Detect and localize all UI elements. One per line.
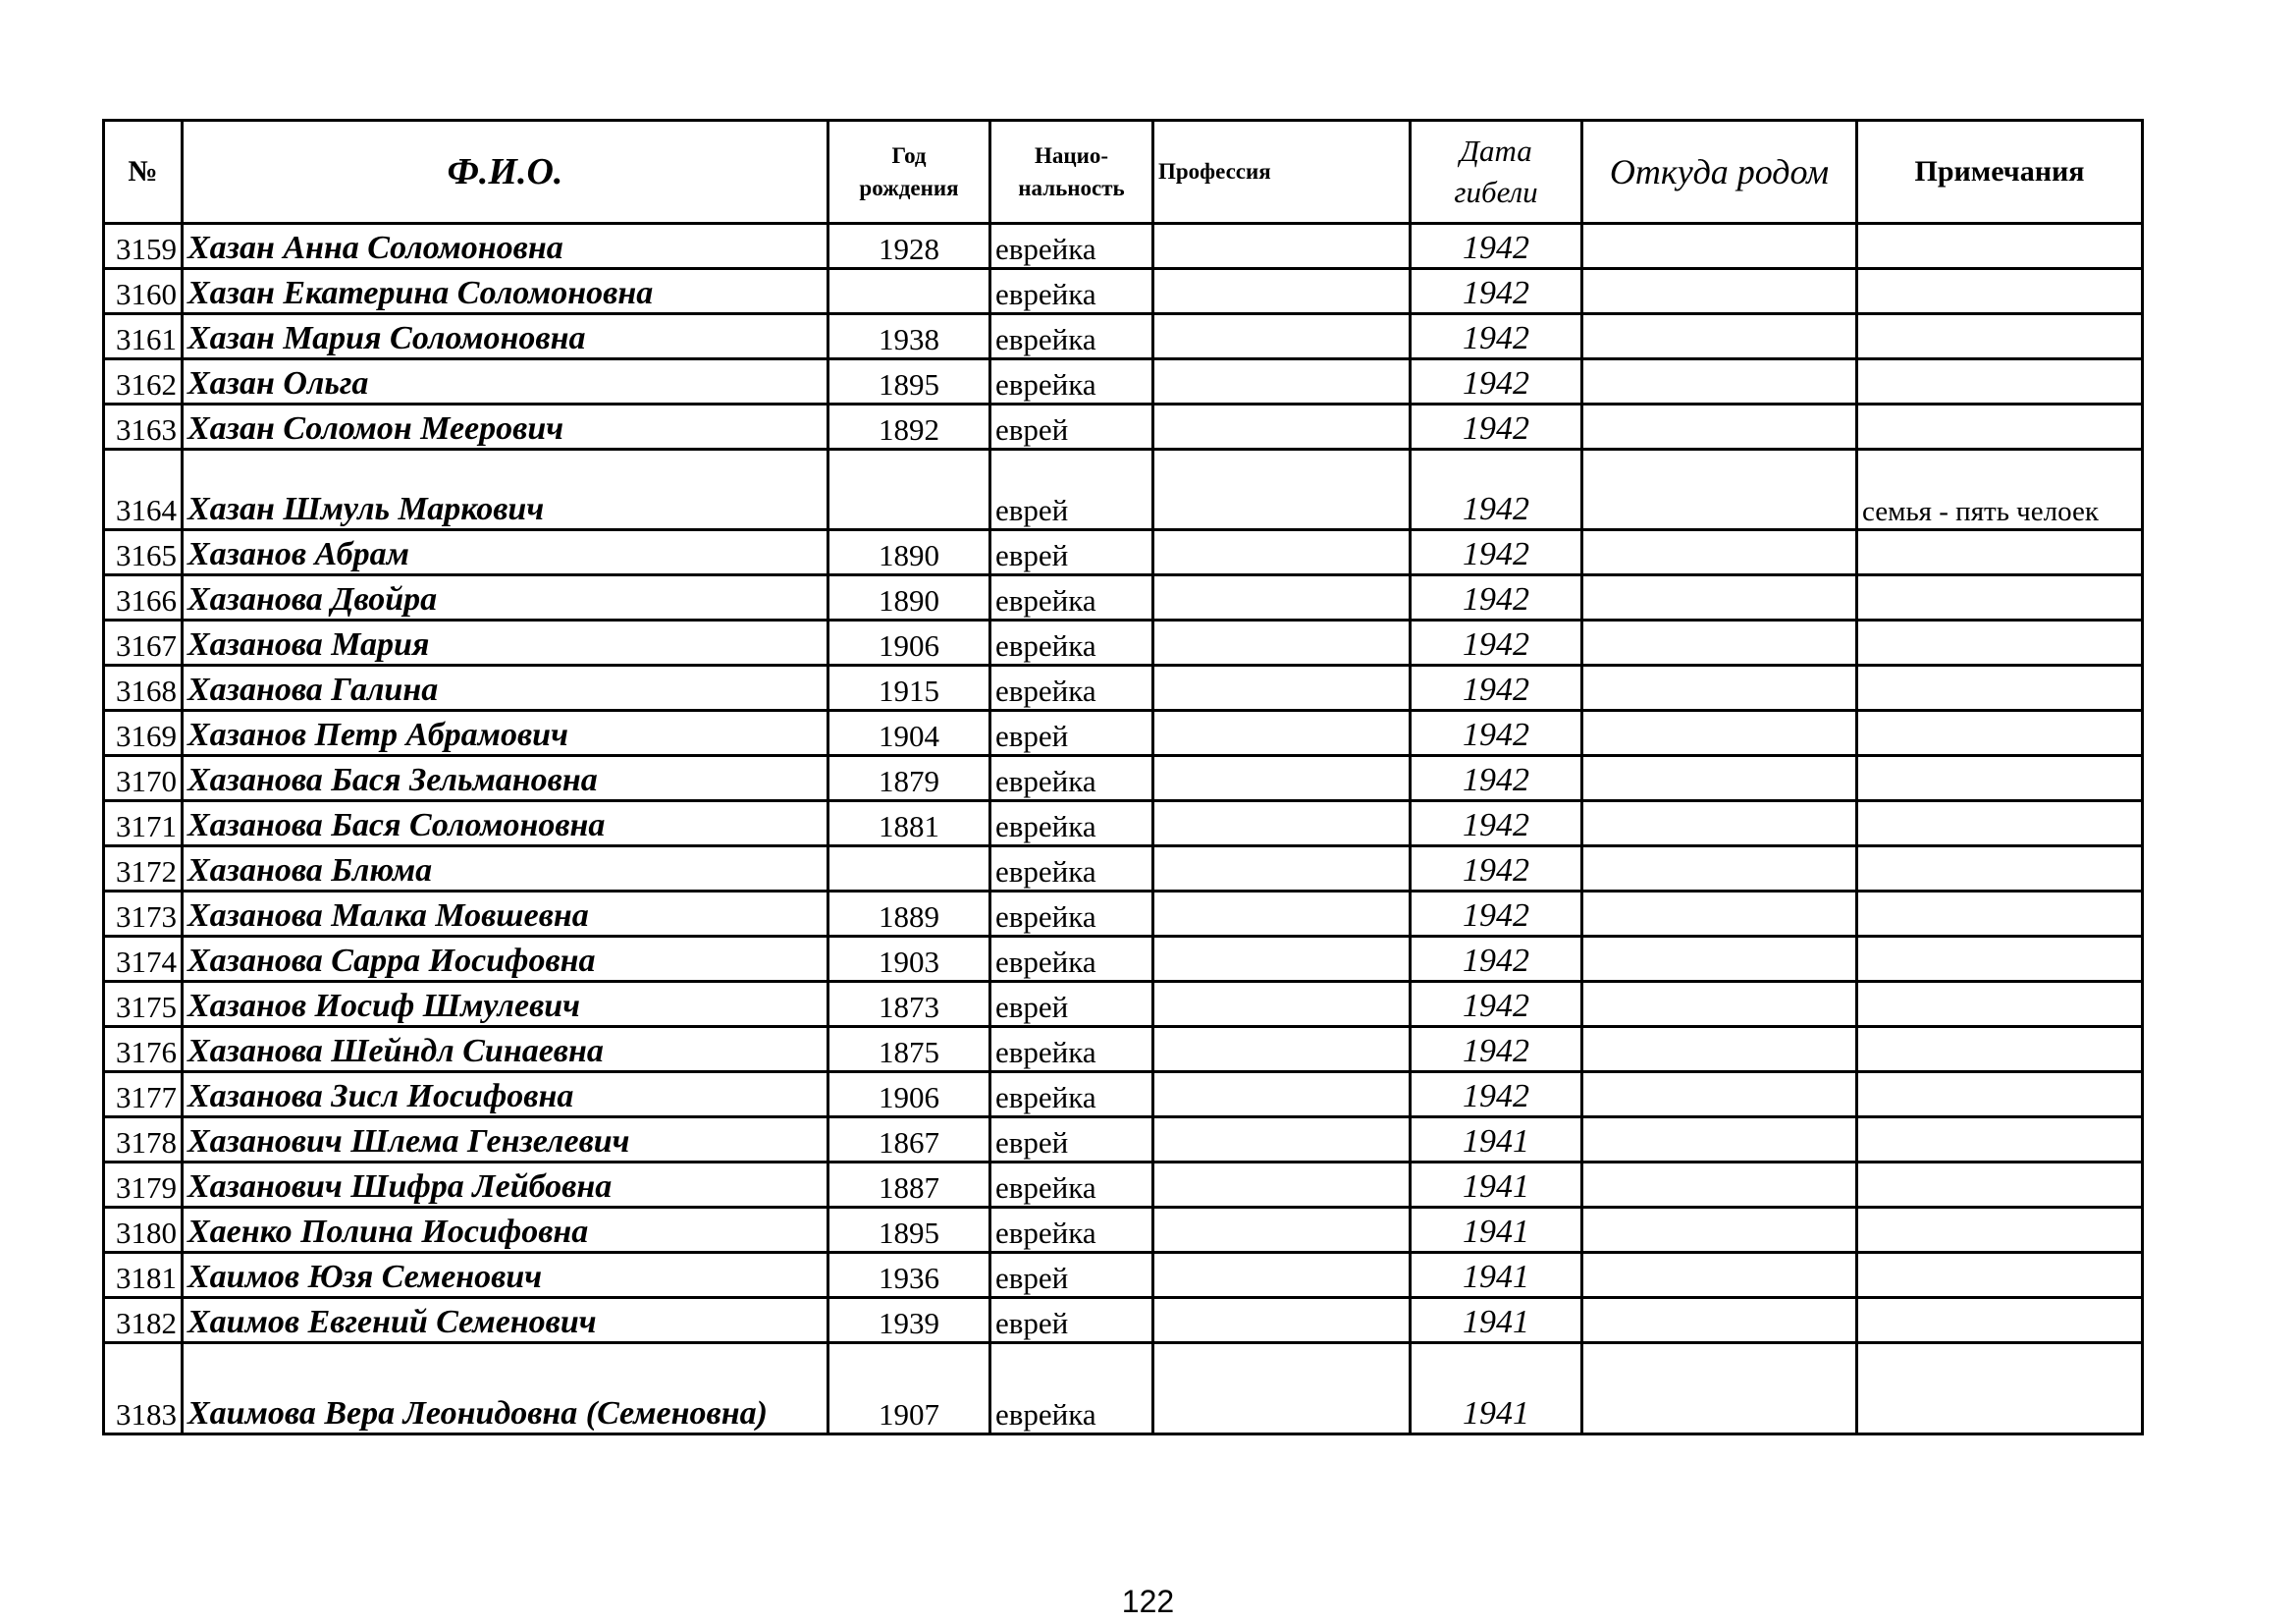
table-row — [104, 801, 2143, 846]
table-body — [104, 224, 2143, 1434]
cell-birth-year: 1928 — [828, 224, 990, 269]
header-profession: Профессия — [1153, 121, 1411, 224]
cell-birth-year: 1890 — [828, 575, 990, 621]
cell-origin — [1582, 982, 1857, 1027]
cell-nationality: еврей — [990, 1117, 1153, 1163]
cell-note — [1857, 1027, 2143, 1072]
cell-full-name: Хазан Екатерина Соломоновна — [183, 269, 828, 314]
cell-origin — [1582, 892, 1857, 937]
cell-origin — [1582, 1208, 1857, 1253]
cell-origin — [1582, 450, 1857, 530]
cell-death-date: 1942 — [1411, 450, 1582, 530]
cell-birth-year: 1904 — [828, 711, 990, 756]
cell-nationality: еврейка — [990, 892, 1153, 937]
cell-profession — [1153, 801, 1411, 846]
cell-profession — [1153, 621, 1411, 666]
cell-profession — [1153, 450, 1411, 530]
cell-profession — [1153, 269, 1411, 314]
cell-birth-year — [828, 846, 990, 892]
cell-note — [1857, 1117, 2143, 1163]
cell-nationality: еврейка — [990, 314, 1153, 359]
cell-note — [1857, 314, 2143, 359]
cell-full-name: Хазан Мария Соломоновна — [183, 314, 828, 359]
cell-birth-year: 1867 — [828, 1117, 990, 1163]
cell-birth-year: 1939 — [828, 1298, 990, 1343]
cell-origin — [1582, 801, 1857, 846]
cell-birth-year: 1906 — [828, 621, 990, 666]
cell-profession — [1153, 575, 1411, 621]
cell-death-date: 1942 — [1411, 269, 1582, 314]
cell-death-date: 1942 — [1411, 1027, 1582, 1072]
table-row — [104, 224, 2143, 269]
cell-origin — [1582, 1163, 1857, 1208]
cell-note — [1857, 224, 2143, 269]
cell-full-name: Хазанова Бася Зельмановна — [183, 756, 828, 801]
cell-full-name: Хазан Ольга — [183, 359, 828, 405]
cell-row-number: 3172 — [104, 846, 183, 892]
cell-origin — [1582, 530, 1857, 575]
cell-note — [1857, 892, 2143, 937]
cell-birth-year: 1881 — [828, 801, 990, 846]
header-full-name: Ф.И.О. — [183, 121, 828, 224]
cell-note — [1857, 1072, 2143, 1117]
cell-row-number: 3164 — [104, 450, 183, 530]
cell-full-name: Хазанова Двойра — [183, 575, 828, 621]
header-death-date-line2: гибели — [1454, 175, 1538, 209]
cell-row-number: 3181 — [104, 1253, 183, 1298]
cell-nationality: еврей — [990, 530, 1153, 575]
cell-full-name: Хаимова Вера Леонидовна (Семеновна) — [183, 1343, 828, 1434]
cell-profession — [1153, 982, 1411, 1027]
cell-full-name: Хазанова Зисл Иосифовна — [183, 1072, 828, 1117]
cell-birth-year: 1906 — [828, 1072, 990, 1117]
table-row — [104, 1163, 2143, 1208]
cell-note — [1857, 575, 2143, 621]
cell-nationality: еврейка — [990, 1343, 1153, 1434]
cell-row-number: 3173 — [104, 892, 183, 937]
cell-nationality: еврейка — [990, 846, 1153, 892]
cell-profession — [1153, 1072, 1411, 1117]
header-nationality — [990, 121, 1153, 224]
header-death-date — [1411, 121, 1582, 224]
cell-origin — [1582, 224, 1857, 269]
table-row — [104, 269, 2143, 314]
cell-profession — [1153, 530, 1411, 575]
cell-row-number: 3176 — [104, 1027, 183, 1072]
cell-note — [1857, 1253, 2143, 1298]
cell-birth-year: 1887 — [828, 1163, 990, 1208]
cell-full-name: Хазанович Шлема Гензелевич — [183, 1117, 828, 1163]
cell-full-name: Хазанова Бася Соломоновна — [183, 801, 828, 846]
cell-row-number: 3167 — [104, 621, 183, 666]
cell-nationality: еврей — [990, 711, 1153, 756]
cell-origin — [1582, 666, 1857, 711]
cell-profession — [1153, 1163, 1411, 1208]
cell-note — [1857, 530, 2143, 575]
cell-death-date: 1942 — [1411, 801, 1582, 846]
cell-row-number: 3178 — [104, 1117, 183, 1163]
cell-birth-year: 1892 — [828, 405, 990, 450]
table-header-row — [104, 121, 2143, 224]
table-row — [104, 1208, 2143, 1253]
table-row — [104, 405, 2143, 450]
cell-note — [1857, 982, 2143, 1027]
cell-nationality: еврей — [990, 982, 1153, 1027]
table-row — [104, 892, 2143, 937]
table-row — [104, 711, 2143, 756]
table-row — [104, 1343, 2143, 1434]
cell-origin — [1582, 846, 1857, 892]
cell-profession — [1153, 224, 1411, 269]
cell-full-name: Хазанов Петр Абрамович — [183, 711, 828, 756]
table-row — [104, 1072, 2143, 1117]
cell-nationality: еврей — [990, 1298, 1153, 1343]
cell-note — [1857, 359, 2143, 405]
cell-nationality: еврей — [990, 405, 1153, 450]
cell-full-name: Хазан Анна Соломоновна — [183, 224, 828, 269]
cell-row-number: 3180 — [104, 1208, 183, 1253]
cell-profession — [1153, 846, 1411, 892]
cell-note — [1857, 711, 2143, 756]
cell-origin — [1582, 575, 1857, 621]
cell-birth-year: 1890 — [828, 530, 990, 575]
cell-death-date: 1942 — [1411, 575, 1582, 621]
cell-row-number: 3169 — [104, 711, 183, 756]
cell-nationality: еврейка — [990, 269, 1153, 314]
cell-profession — [1153, 892, 1411, 937]
table-row — [104, 450, 2143, 530]
cell-death-date: 1942 — [1411, 937, 1582, 982]
header-birth-year-line1: Год — [891, 142, 927, 168]
cell-origin — [1582, 937, 1857, 982]
cell-profession — [1153, 756, 1411, 801]
header-nationality-line1: Нацио- — [1034, 142, 1109, 168]
cell-row-number: 3165 — [104, 530, 183, 575]
cell-origin — [1582, 1072, 1857, 1117]
cell-row-number: 3162 — [104, 359, 183, 405]
cell-row-number: 3179 — [104, 1163, 183, 1208]
cell-nationality: еврейка — [990, 937, 1153, 982]
cell-full-name: Хаенко Полина Иосифовна — [183, 1208, 828, 1253]
header-number: № — [104, 121, 183, 224]
cell-death-date: 1942 — [1411, 666, 1582, 711]
cell-note — [1857, 1208, 2143, 1253]
cell-full-name: Хазан Шмуль Маркович — [183, 450, 828, 530]
cell-profession — [1153, 1027, 1411, 1072]
cell-row-number: 3171 — [104, 801, 183, 846]
cell-nationality: еврей — [990, 450, 1153, 530]
cell-origin — [1582, 621, 1857, 666]
cell-profession — [1153, 1253, 1411, 1298]
cell-nationality: еврейка — [990, 1163, 1153, 1208]
table-row — [104, 1117, 2143, 1163]
cell-note — [1857, 1163, 2143, 1208]
cell-origin — [1582, 359, 1857, 405]
cell-birth-year — [828, 269, 990, 314]
cell-death-date: 1942 — [1411, 1072, 1582, 1117]
cell-note — [1857, 801, 2143, 846]
cell-death-date: 1941 — [1411, 1253, 1582, 1298]
cell-death-date: 1942 — [1411, 314, 1582, 359]
table-row — [104, 575, 2143, 621]
cell-note — [1857, 756, 2143, 801]
cell-profession — [1153, 1343, 1411, 1434]
cell-note — [1857, 666, 2143, 711]
cell-row-number: 3174 — [104, 937, 183, 982]
cell-birth-year: 1889 — [828, 892, 990, 937]
cell-full-name: Хазанович Шифра Лейбовна — [183, 1163, 828, 1208]
cell-profession — [1153, 405, 1411, 450]
cell-birth-year: 1907 — [828, 1343, 990, 1434]
cell-death-date: 1942 — [1411, 711, 1582, 756]
cell-death-date: 1941 — [1411, 1163, 1582, 1208]
cell-death-date: 1942 — [1411, 405, 1582, 450]
table-row — [104, 621, 2143, 666]
cell-note — [1857, 269, 2143, 314]
header-nationality-line2: нальность — [1018, 176, 1125, 200]
cell-profession — [1153, 1117, 1411, 1163]
header-notes: Примечания — [1857, 121, 2143, 224]
cell-origin — [1582, 1298, 1857, 1343]
victims-register-table — [102, 119, 2144, 1435]
cell-death-date: 1942 — [1411, 530, 1582, 575]
cell-death-date: 1942 — [1411, 224, 1582, 269]
cell-note — [1857, 846, 2143, 892]
cell-row-number: 3175 — [104, 982, 183, 1027]
table-row — [104, 982, 2143, 1027]
table-row — [104, 666, 2143, 711]
header-birth-year — [828, 121, 990, 224]
cell-full-name: Хазанова Малка Мовшевна — [183, 892, 828, 937]
cell-nationality: еврейка — [990, 621, 1153, 666]
header-origin: Откуда родом — [1582, 121, 1857, 224]
cell-profession — [1153, 1298, 1411, 1343]
cell-full-name: Хаимов Евгений Семенович — [183, 1298, 828, 1343]
cell-death-date: 1942 — [1411, 359, 1582, 405]
cell-nationality: еврейка — [990, 575, 1153, 621]
cell-birth-year: 1879 — [828, 756, 990, 801]
table-row — [104, 359, 2143, 405]
header-death-date-line1: Дата — [1460, 134, 1532, 169]
cell-profession — [1153, 359, 1411, 405]
table-row — [104, 1253, 2143, 1298]
cell-full-name: Хазанова Блюма — [183, 846, 828, 892]
cell-birth-year: 1895 — [828, 1208, 990, 1253]
cell-birth-year: 1895 — [828, 359, 990, 405]
cell-row-number: 3168 — [104, 666, 183, 711]
cell-origin — [1582, 314, 1857, 359]
cell-origin — [1582, 1027, 1857, 1072]
cell-row-number: 3160 — [104, 269, 183, 314]
table-row — [104, 937, 2143, 982]
cell-row-number: 3159 — [104, 224, 183, 269]
cell-note — [1857, 405, 2143, 450]
cell-death-date: 1942 — [1411, 756, 1582, 801]
cell-note — [1857, 621, 2143, 666]
cell-origin — [1582, 1253, 1857, 1298]
cell-row-number: 3170 — [104, 756, 183, 801]
cell-birth-year: 1875 — [828, 1027, 990, 1072]
cell-birth-year — [828, 450, 990, 530]
cell-nationality: еврейка — [990, 801, 1153, 846]
cell-death-date: 1942 — [1411, 982, 1582, 1027]
cell-row-number: 3163 — [104, 405, 183, 450]
header-birth-year-line2: рождения — [859, 176, 959, 200]
cell-full-name: Хазанов Абрам — [183, 530, 828, 575]
cell-nationality: еврейка — [990, 666, 1153, 711]
table-row — [104, 530, 2143, 575]
cell-nationality: еврейка — [990, 359, 1153, 405]
cell-profession — [1153, 1208, 1411, 1253]
cell-profession — [1153, 937, 1411, 982]
cell-full-name: Хазанов Иосиф Шмулевич — [183, 982, 828, 1027]
cell-row-number: 3183 — [104, 1343, 183, 1434]
cell-full-name: Хаимов Юзя Семенович — [183, 1253, 828, 1298]
table-row — [104, 846, 2143, 892]
cell-profession — [1153, 666, 1411, 711]
cell-note — [1857, 937, 2143, 982]
cell-row-number: 3166 — [104, 575, 183, 621]
cell-full-name: Хазан Соломон Меерович — [183, 405, 828, 450]
cell-death-date: 1942 — [1411, 892, 1582, 937]
cell-birth-year: 1915 — [828, 666, 990, 711]
cell-origin — [1582, 756, 1857, 801]
cell-nationality: еврейка — [990, 1027, 1153, 1072]
cell-note — [1857, 1298, 2143, 1343]
cell-row-number: 3161 — [104, 314, 183, 359]
cell-nationality: еврей — [990, 1253, 1153, 1298]
cell-death-date: 1941 — [1411, 1343, 1582, 1434]
cell-origin — [1582, 405, 1857, 450]
cell-note — [1857, 1343, 2143, 1434]
table-row — [104, 1027, 2143, 1072]
cell-origin — [1582, 269, 1857, 314]
cell-row-number: 3177 — [104, 1072, 183, 1117]
cell-birth-year: 1938 — [828, 314, 990, 359]
cell-nationality: еврейка — [990, 756, 1153, 801]
cell-death-date: 1942 — [1411, 846, 1582, 892]
cell-death-date: 1941 — [1411, 1117, 1582, 1163]
cell-full-name: Хазанова Шейндл Синаевна — [183, 1027, 828, 1072]
cell-note: семья - пять челоек — [1857, 450, 2143, 530]
cell-birth-year: 1873 — [828, 982, 990, 1027]
cell-full-name: Хазанова Мария — [183, 621, 828, 666]
cell-full-name: Хазанова Галина — [183, 666, 828, 711]
cell-nationality: еврейка — [990, 1072, 1153, 1117]
page-number: 122 — [1121, 1584, 1175, 1619]
cell-birth-year: 1903 — [828, 937, 990, 982]
cell-nationality: еврейка — [990, 224, 1153, 269]
table-row — [104, 756, 2143, 801]
table-row — [104, 314, 2143, 359]
cell-birth-year: 1936 — [828, 1253, 990, 1298]
cell-nationality: еврейка — [990, 1208, 1153, 1253]
cell-origin — [1582, 711, 1857, 756]
cell-full-name: Хазанова Сарра Иосифовна — [183, 937, 828, 982]
cell-death-date: 1941 — [1411, 1208, 1582, 1253]
cell-origin — [1582, 1117, 1857, 1163]
table-row — [104, 1298, 2143, 1343]
cell-row-number: 3182 — [104, 1298, 183, 1343]
cell-profession — [1153, 711, 1411, 756]
cell-profession — [1153, 314, 1411, 359]
cell-death-date: 1941 — [1411, 1298, 1582, 1343]
cell-death-date: 1942 — [1411, 621, 1582, 666]
cell-origin — [1582, 1343, 1857, 1434]
